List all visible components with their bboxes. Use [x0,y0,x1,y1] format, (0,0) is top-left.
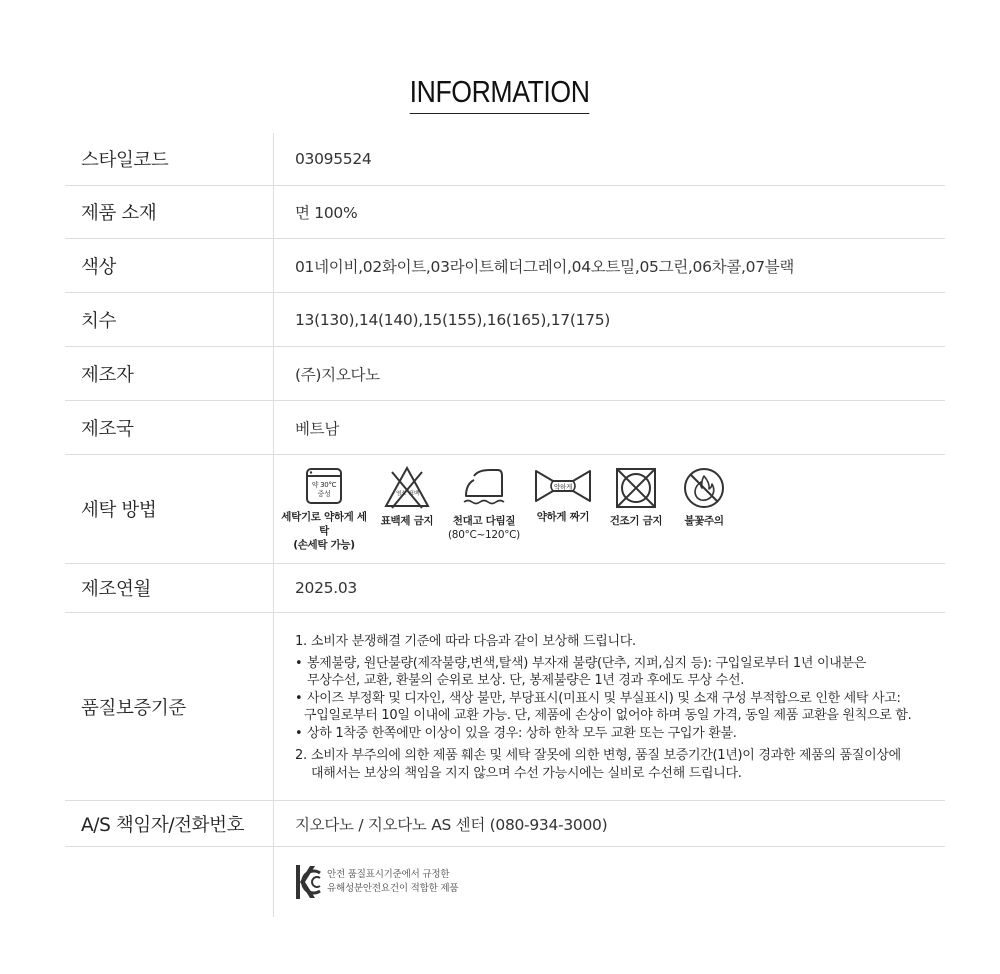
washing-tub-icon [304,466,344,506]
row-date [65,564,945,613]
row-maker [65,347,945,401]
flame-caption: 불꽃주의 [684,515,724,527]
quality-bullet-1-line2: 무상수선, 교환, 환불의 순위로 보상. 단, 봉제불량은 1년 경과 후에도 무상 수선. [307,673,745,688]
row-quality [65,613,945,801]
no-tumble-dry-icon [614,466,658,510]
flame-icon [682,466,726,510]
date-label: 제조연월 [81,579,151,600]
kc-text-line1: 안전 품질표시기준에서 규정한 [327,869,450,880]
quality-item-1 [295,633,911,651]
quality-bullet-2 [295,690,911,708]
country-value: 베트남 [273,401,945,454]
row-wash [65,455,945,564]
material-label: 제품 소재 [81,203,157,224]
row-country [65,401,945,455]
wring-icon [533,466,593,506]
kc-certification [295,863,458,901]
wash-temp-text: 약 30°C [311,481,337,489]
color-value: 01네이비,02화이트,03라이트헤더그레이,04오트밀,05그린,06차콜,07블랙 [273,239,945,292]
quality-bullet-3-line1: 상하 1착중 한쪽에만 이상이 있을 경우: 상하 한착 모두 교환 또는 구입가 환불. [307,725,737,741]
care-item-iron [446,466,522,542]
quality-bullet-2-line2: 구입일로부터 10일 이내에 교환 가능. 단, 제품에 손상이 없어야 하며 동일 가격, 동일 제품 교환을 원칙으로 함. [304,708,912,723]
quality-item-2-line2: 대해서는 보상의 책임을 지지 않으며 수선 가능시에는 실비로 수선해 드립니다. [311,765,742,781]
bullet-mark: • [295,690,303,706]
care-item-wring [528,466,598,524]
quality-item-2-num: 2. [295,748,307,763]
quality-bullet-1 [295,655,911,673]
style-code-label: 스타일코드 [81,150,169,171]
bullet-mark: • [295,655,303,671]
wash-caption2: (손세탁 가능) [293,539,355,551]
quality-text [295,631,911,782]
quality-item-1-text: 소비자 분쟁해결 기준에 따라 다음과 같이 보상해 드립니다. [311,634,636,649]
size-label: 치수 [81,310,116,332]
bleach-text: 표백 [408,491,420,497]
row-kc [65,847,945,917]
quality-value [273,613,945,800]
iron-caption: 천대고 다림질 [452,515,516,527]
quality-item-1-num: 1. [295,634,307,649]
as-label: A/S 책임자/전화번호 [81,814,245,836]
maker-value: (주)지오다노 [273,347,945,400]
style-code-value: 03095524 [273,133,945,185]
bleach-caption: 표백제 금지 [380,515,434,527]
row-color [65,239,945,293]
wash-label: 세탁 방법 [81,500,157,521]
wash-caption: 세탁기로 약하게 세탁 [281,511,367,537]
country-label: 제조국 [81,418,134,440]
wash-neutral-text: 중성 [317,490,331,498]
quality-bullet-1-line1: 봉제불량, 원단불량(제작불량,변색,탈색) 부자재 불량(단추, 지퍼,심지 등): 구입일로부터 1년 이내분은 [307,655,867,671]
care-item-wash [280,466,368,552]
kc-mark-icon [295,863,321,901]
wring-gently-text: 약하게 [554,483,572,491]
bleach-chlorine-text: 염소 [395,491,407,497]
dryer-caption: 건조기 금지 [609,515,663,527]
quality-bullet-3 [295,725,911,743]
quality-item-2-line1: 소비자 부주의에 의한 제품 훼손 및 세탁 잘못에 의한 변형, 품질 보증기간(1년)이 경과한 제품의 품질이상에 [311,748,901,763]
bullet-mark: • [295,725,303,741]
iron-icon [460,466,508,510]
care-icons [281,466,734,552]
no-bleach-icon [384,466,430,510]
title-wrap [0,72,1000,114]
care-item-dryer [602,466,670,528]
row-style-code [65,133,945,186]
kc-value [273,847,945,917]
quality-item-2 [295,747,911,765]
as-value: 지오다노 / 지오다노 AS 센터 (080-934-3000) [273,801,945,846]
kc-text-line2: 유해성분안전요건이 적합한 제품 [327,883,459,894]
date-value: 2025.03 [273,564,945,612]
quality-label: 품질보증기준 [81,697,186,719]
row-size [65,293,945,347]
size-value: 13(130),14(140),15(155),16(165),17(175) [273,293,945,346]
care-item-bleach [372,466,442,528]
maker-label: 제조자 [81,364,134,386]
row-material [65,186,945,239]
color-label: 색상 [81,256,116,278]
material-value: 면 100% [273,186,945,238]
quality-bullet-2-line1: 사이즈 부정확 및 디자인, 색상 불만, 부당표시(미표시 및 부실표시) 및 소재 구성 부적합으로 인한 세탁 사고: [307,690,901,706]
iron-caption2: (80°C~120°C) [448,529,520,541]
page-title: INFORMATION [410,72,590,114]
wring-caption: 약하게 짜기 [536,511,590,523]
kc-text [327,868,458,896]
care-item-flame [674,466,734,528]
wash-value [273,455,945,563]
row-as [65,801,945,847]
info-table [65,133,945,917]
